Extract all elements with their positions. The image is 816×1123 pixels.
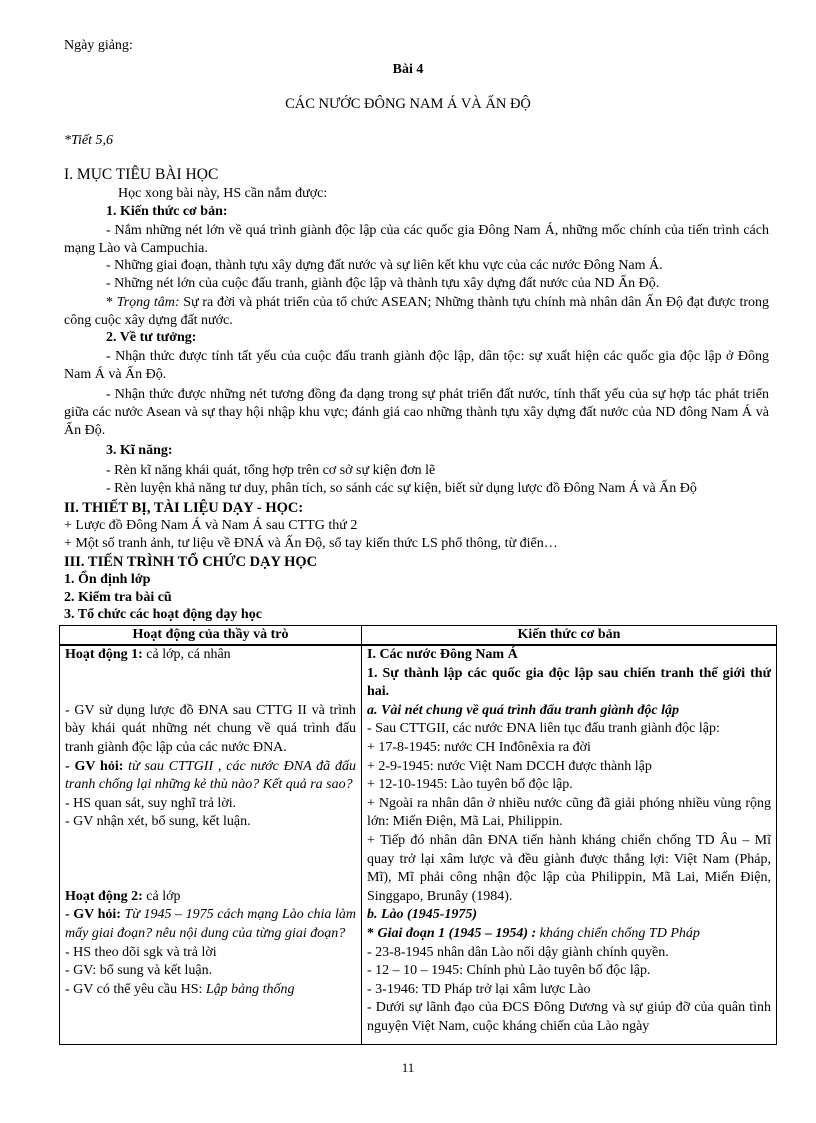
event-liberated-areas: + Ngoài ra nhân dân ở nhiều nước cũng đã giải phóng nhiều vùng rộng lớn: Miến Điện, Mã Lai, Philippin.: [367, 795, 771, 830]
knowledge-heading: 1. Kiến thức cơ bản:: [106, 204, 228, 219]
page-title: CÁC NƯỚC ĐÔNG NAM Á VÀ ẤN ĐỘ: [285, 96, 531, 112]
phase-1-label: Giai đoạn 1 (1945 – 1954) :: [377, 925, 537, 941]
phase-1-text: kháng chiến chống TD Pháp: [536, 925, 700, 941]
attitude-item-1: - Nhận thức được tính tất yếu của cuộc đấu tranh giành độc lập, dân tộc: sự xuất hiện các quốc gia độc lập ở Đông Nam Á và Ấn Độ.: [64, 349, 769, 382]
laos-event-4: - Dưới sự lãnh đạo của ĐCS Đông Dương và sự giúp đỡ của quân tình nguyện Việt Nam, cuộc kháng chiến của Lào ngày: [367, 1000, 771, 1034]
activity-2-mode: cả lớp: [142, 888, 181, 904]
activity-1-label: Hoạt động 1:: [65, 647, 143, 662]
student-answer-1: - HS quan sát, suy nghĩ trả lời.: [65, 795, 237, 811]
teacher-conclusion-2: - GV: bổ sung và kết luận.: [65, 963, 213, 979]
key-focus-text: Sự ra đời và phát triển của tổ chức ASEAN; Những thành tựu chính mà nhân dân Ấn Độ đạt được trong công cuộc xây dựng đất nước.: [64, 295, 769, 328]
process-step-2: 2. Kiểm tra bài cũ: [64, 590, 172, 605]
knowledge-item-3: - Những nét lớn của cuộc đấu tranh, giành độc lập và thành tựu xây dựng đất nước của ND Ấn Độ.: [106, 276, 660, 291]
student-answer-2: - HS theo dõi sgk và trả lời: [65, 944, 217, 960]
laos-event-1: - 23-8-1945 nhân dân Lào nổi dậy giành chính quyền.: [367, 944, 669, 960]
table-row: [60, 645, 777, 1045]
key-focus-star: *: [106, 295, 117, 310]
teacher-request-prefix: - GV có thể yêu cầu HS:: [65, 981, 206, 997]
teacher-question-1-label: - GV hỏi:: [65, 758, 124, 774]
activity-2-label: Hoạt động 2:: [65, 888, 143, 904]
section-equipment-heading: II. THIẾT BỊ, TÀI LIỆU DẠY - HỌC:: [64, 500, 304, 516]
period-label: *Tiết 5,6: [64, 133, 114, 148]
phase-1-star: *: [367, 925, 378, 941]
knowledge-sub-b: b. Lào (1945-1975): [367, 907, 478, 923]
equipment-item-2: + Một số tranh ảnh, tư liệu về ĐNÁ và Ấn Độ, sổ tay kiến thức LS phổ thông, từ điển…: [64, 536, 558, 551]
knowledge-section-I: I. Các nước Đông Nam Á: [367, 647, 518, 662]
skills-item-2: - Rèn luyện khả năng tư duy, phân tích, so sánh các sự kiện, biết sử dụng lược đồ Đông Nam Á và Ấn Độ: [106, 481, 697, 496]
teacher-map-step: - GV sử dụng lược đồ ĐNA sau CTTG II và trình bày khái quát những nét chung về quá trình đấu tranh giành độc lập của các nước ĐNA.: [65, 702, 356, 755]
event-resistance: + Tiếp đó nhân dân ĐNA tiến hành kháng chiến chống TD Âu – Mĩ quay trở lại xâm lược và đều giành được thắng lợi: Việt Nam (Pháp, Mĩ), Mĩ phải công nhận độc lập của Philippin, Mã Lai, Miến Điện, Singgapo, Brunây (1984).: [367, 832, 771, 904]
knowledge-section-1: 1. Sự thành lập các quốc gia độc lập sau chiến tranh thế giới thứ hai.: [367, 665, 771, 700]
page-number: 11: [401, 1060, 415, 1075]
knowledge-item-1: - Nắm những nét lớn về quá trình giành độc lập của các quốc gia Đông Nam Á, những mốc chính của tiến trình cách mạng Lào và Campuchia.: [64, 223, 769, 256]
process-step-1: 1. Ổn định lớp: [64, 572, 151, 587]
key-focus-label: Trọng tâm:: [116, 295, 180, 310]
knowledge-cell: [362, 645, 777, 1045]
section-objectives-heading: I. MỤC TIÊU BÀI HỌC: [64, 166, 219, 183]
laos-event-3: - 3-1946: TD Pháp trở lại xâm lược Lào: [367, 981, 591, 997]
teacher-conclusion-1: - GV nhận xét, bổ sung, kết luận.: [65, 814, 251, 830]
skills-heading: 3. Kĩ năng:: [106, 443, 173, 458]
teacher-question-1-text: từ sau CTTGII , các nước ĐNA đã đấu tranh chống lại những kẻ thù nào? Kết quả ra sao?: [65, 758, 356, 793]
equipment-item-1: + Lược đồ Đông Nam Á và Nam Á sau CTTG thứ 2: [64, 518, 358, 533]
teaching-date-label: Ngày giảng:: [64, 38, 133, 53]
section-process-heading: III. TIẾN TRÌNH TỔ CHỨC DẠY HỌC: [64, 554, 318, 570]
process-step-3: 3. Tổ chức các hoạt động dạy học: [64, 607, 262, 622]
objectives-intro: Học xong bài này, HS cần nắm được:: [118, 186, 328, 201]
teacher-request-italic: Lập bảng thống: [205, 981, 295, 997]
attitude-heading: 2. Về tư tưởng:: [106, 330, 197, 345]
table-header-row: [60, 626, 777, 646]
table-header-activities: Hoạt động của thầy và trò: [60, 626, 362, 646]
knowledge-sub-a: a. Vài nét chung về quá trình đấu tranh giành độc lập: [367, 702, 679, 718]
event-indonesia: + 17-8-1945: nước CH Inđônêxia ra đời: [367, 739, 591, 755]
key-focus-paragraph: [64, 294, 769, 330]
attitude-item-2: - Nhận thức được những nét tương đồng đa dạng trong sự phát triển đất nước, tính thất yếu của sự hợp tác phát triển giữa các nước Asean và sự thay hội nhập khu vực; đánh giá cao những thành tựu xây dựng đất nước của ND đông Nam Á và Ấn Độ.: [64, 387, 769, 438]
event-vietnam: + 2-9-1945: nước Việt Nam DCCH được thành lập: [367, 758, 652, 774]
teacher-question-2-label: - GV hỏi:: [65, 907, 121, 923]
laos-event-2: - 12 – 10 – 1945: Chính phủ Lào tuyên bố độc lập.: [367, 963, 651, 979]
activity-1-mode: cả lớp, cá nhân: [142, 647, 231, 662]
knowledge-item-2: - Những giai đoạn, thành tựu xây dựng đất nước và sự liên kết khu vực của các nước Đông Nam Á.: [106, 258, 663, 273]
table-header-knowledge: Kiến thức cơ bản: [362, 626, 777, 646]
teacher-question-2-text: Từ 1945 – 1975 cách mạng Lào chia làm mấy giai đoạn? nêu nội dung của từng giai đoạn?: [65, 907, 357, 941]
skills-item-1: - Rèn kĩ năng khái quát, tổng hợp trên cơ sở sự kiện đơn lẽ: [106, 463, 436, 478]
lesson-number: Bài 4: [392, 62, 424, 77]
knowledge-after-ww2: - Sau CTTGII, các nước ĐNA liên tục đấu tranh giành độc lập:: [367, 721, 720, 737]
lesson-activity-table: [59, 625, 777, 1045]
event-laos: + 12-10-1945: Lào tuyên bố độc lập.: [367, 777, 573, 793]
activities-cell: [60, 645, 362, 1045]
